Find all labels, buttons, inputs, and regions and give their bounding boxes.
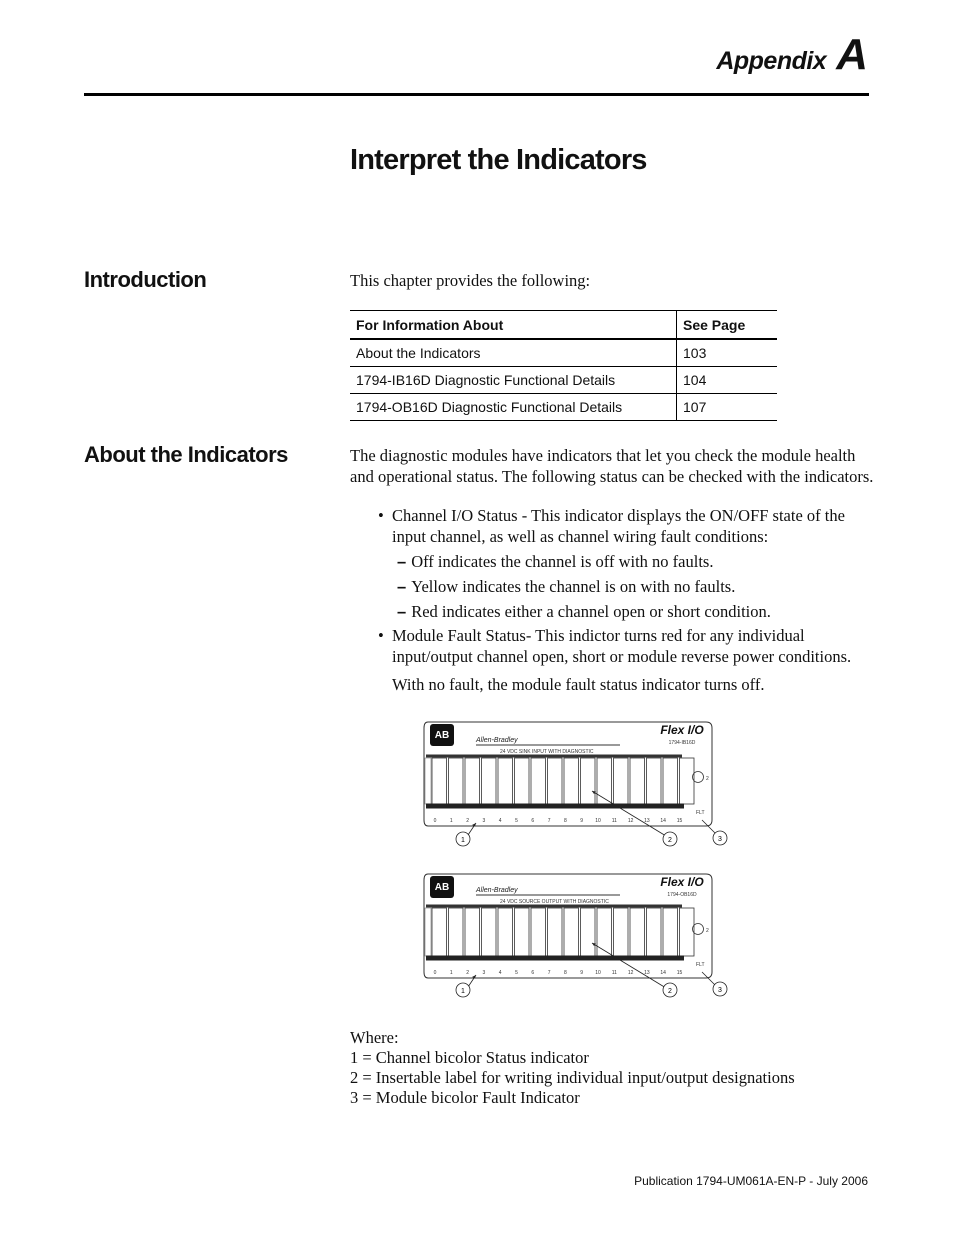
callout-1-text: 1 [461, 988, 465, 995]
table-cell-topic: 1794-IB16D Diagnostic Functional Details [350, 367, 677, 394]
catalog-number: 1794-OB16D [667, 892, 697, 898]
label-cell [515, 908, 530, 956]
channel-number: 10 [595, 818, 601, 824]
callout-2-text: 2 [668, 837, 672, 844]
callout-2-text: 2 [668, 988, 672, 995]
label-cell [614, 758, 629, 804]
channel-number: 11 [611, 818, 617, 824]
label-cell [680, 908, 695, 956]
fault-label: FLT [696, 810, 705, 816]
label-cell [630, 908, 645, 956]
label-cell [630, 758, 645, 804]
legend-item: 2 = Insertable label for writing individual input/output designations [350, 1068, 795, 1087]
contents-table [350, 310, 777, 421]
table-header-topic: For Information About [350, 311, 677, 340]
label-cells [432, 758, 694, 804]
sub-item-text: Yellow indicates the channel is on with no faults. [411, 577, 736, 596]
dash-mark: – [397, 553, 407, 571]
channel-number: 9 [580, 818, 584, 824]
channel-number: 7 [547, 970, 551, 976]
table-cell-topic: About the Indicators [350, 339, 677, 367]
bullet-line: Channel I/O Status - This indicator displays the ON/OFF state of the [392, 506, 845, 525]
appendix-word: Appendix [716, 47, 827, 75]
label-cell [614, 908, 629, 956]
label-cell [597, 758, 612, 804]
catalog-number: 1794-IB16D [668, 740, 696, 746]
label-cell [647, 908, 662, 956]
label-cell [548, 908, 563, 956]
table-header-page: See Page [677, 311, 778, 340]
about-paragraph [350, 445, 875, 487]
about-paragraph-line: and operational status. The following status can be checked with the indicators. [350, 467, 874, 486]
bullet-line: input/output channel open, short or module reverse power conditions. [392, 647, 852, 666]
channel-number: 10 [595, 970, 601, 976]
ab-logo-text: AB [434, 730, 450, 741]
channel-number: 4 [498, 818, 502, 824]
channel-number: 15 [676, 818, 683, 824]
label-cell [515, 758, 530, 804]
legend-title: Where: [350, 1028, 399, 1047]
module-ob16d [424, 874, 727, 997]
sub-item-red [397, 601, 771, 623]
appendix-label [716, 30, 868, 80]
ab-logo-text: AB [434, 882, 450, 893]
label-marker: 2 [706, 928, 709, 934]
label-cell [432, 758, 447, 804]
label-cell [597, 908, 612, 956]
bullet-text [392, 625, 868, 667]
label-cell [663, 908, 678, 956]
table-cell-page: 103 [677, 339, 778, 367]
label-cell [449, 758, 464, 804]
fault-label: FLT [696, 962, 705, 968]
legend-item: 3 = Module bicolor Fault Indicator [350, 1088, 580, 1107]
table-cell-topic: 1794-OB16D Diagnostic Functional Details [350, 394, 677, 421]
channel-number: 8 [564, 970, 567, 976]
label-cell [498, 908, 513, 956]
callout-3-text: 3 [718, 836, 722, 843]
callout-3-text: 3 [718, 987, 722, 994]
bullet-dot: • [378, 626, 384, 645]
header-rule [84, 93, 869, 96]
dash-mark: – [397, 603, 407, 621]
label-cell [498, 758, 513, 804]
legend-item: 1 = Channel bicolor Status indicator [350, 1048, 589, 1067]
channel-number: 12 [627, 818, 634, 824]
table-row [350, 367, 777, 394]
channel-number: 7 [547, 818, 551, 824]
label-cell [531, 908, 546, 956]
label-cell [564, 758, 579, 804]
label-cell [482, 908, 497, 956]
bullet-module-fault [378, 625, 868, 667]
channel-number: 13 [644, 818, 650, 824]
channel-number: 0 [433, 970, 437, 976]
about-heading: About the Indicators [84, 442, 288, 467]
table-cell-page: 104 [677, 367, 778, 394]
label-cell [548, 758, 563, 804]
label-cell [647, 758, 662, 804]
brand-label: Allen-Bradley [476, 737, 518, 744]
no-fault-note: With no fault, the module fault status indicator turns off. [392, 675, 765, 694]
label-cells [432, 908, 694, 956]
chapter-title: Interpret the Indicators [350, 144, 647, 176]
sub-item-text: Red indicates either a channel open or short condition. [411, 602, 771, 621]
sub-item-text: Off indicates the channel is off with no faults. [411, 552, 714, 571]
channel-number: 1 [449, 818, 453, 824]
module-ib16d [424, 722, 727, 846]
bullet-line: input channel, as well as channel wiring fault conditions: [392, 527, 769, 546]
channel-number: 2 [466, 818, 469, 824]
bullet-line: Module Fault Status- This indictor turns red for any individual [392, 626, 805, 645]
module-diagram [420, 718, 740, 1008]
channel-number: 3 [482, 818, 486, 824]
channel-number: 5 [515, 818, 518, 824]
module-description: 24 VDC SINK INPUT WITH DIAGNOSTIC [500, 749, 594, 755]
channel-number: 1 [449, 970, 453, 976]
channel-number: 3 [482, 970, 486, 976]
dash-mark: – [397, 578, 407, 596]
label-cell [663, 758, 678, 804]
channel-number: 9 [580, 970, 584, 976]
label-cell [581, 758, 596, 804]
bullet-channel-status [378, 505, 868, 547]
channel-number: 14 [660, 818, 666, 824]
appendix-letter: A [836, 30, 868, 79]
flex-io-logo: Flex I/O [660, 723, 704, 737]
channel-number: 0 [433, 818, 437, 824]
label-cell [680, 758, 695, 804]
channel-number: 4 [498, 970, 502, 976]
channel-number: 6 [531, 970, 535, 976]
callout-1-text: 1 [461, 837, 465, 844]
label-cell [432, 908, 447, 956]
channel-number: 8 [564, 818, 567, 824]
label-cell [581, 908, 596, 956]
introduction-heading: Introduction [84, 267, 207, 292]
bullet-dot: • [378, 506, 384, 525]
sub-item-yellow [397, 576, 735, 598]
channel-number: 6 [531, 818, 535, 824]
brand-label: Allen-Bradley [476, 887, 518, 894]
about-paragraph-line: The diagnostic modules have indicators that let you check the module health [350, 446, 856, 465]
channel-number: 2 [466, 970, 469, 976]
label-cell [564, 908, 579, 956]
figure-legend [350, 1028, 795, 1108]
flex-io-logo: Flex I/O [660, 875, 704, 889]
label-cell [482, 758, 497, 804]
label-cell [465, 908, 480, 956]
channel-number: 11 [611, 970, 617, 976]
channel-number: 15 [676, 970, 683, 976]
bullet-text [392, 505, 868, 547]
footer-publication: Publication 1794-UM061A-EN-P - July 2006 [634, 1174, 868, 1188]
sub-item-off [397, 551, 713, 573]
module-description: 24 VDC SOURCE OUTPUT WITH DIAGNOSTIC [500, 899, 609, 905]
table-cell-page: 107 [677, 394, 778, 421]
channel-number: 12 [627, 970, 634, 976]
channel-number: 14 [660, 970, 666, 976]
table-row [350, 394, 777, 421]
introduction-lead: This chapter provides the following: [350, 271, 591, 290]
label-cell [531, 758, 546, 804]
channel-number: 13 [644, 970, 650, 976]
table-row [350, 339, 777, 367]
label-cell [449, 908, 464, 956]
table-header-row [350, 311, 777, 340]
channel-number: 5 [515, 970, 518, 976]
label-cell [465, 758, 480, 804]
label-marker: 2 [706, 776, 709, 782]
